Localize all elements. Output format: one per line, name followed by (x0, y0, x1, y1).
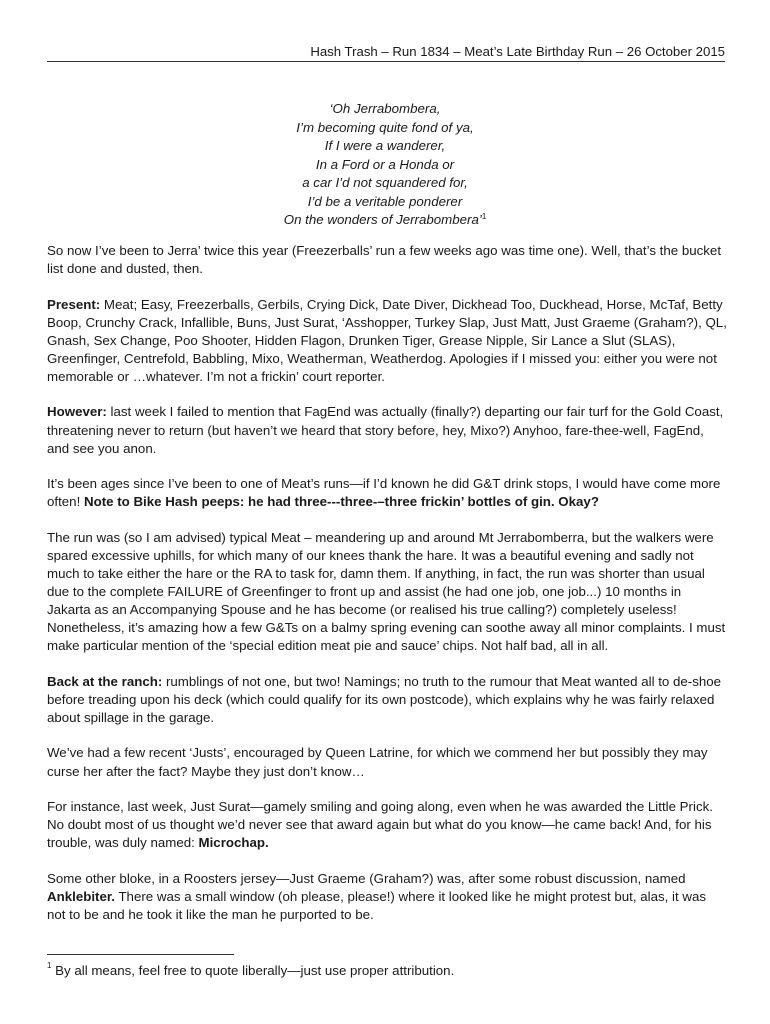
present-label: Present: (47, 296, 101, 312)
ranch-label: Back at the ranch: (47, 673, 163, 689)
poem (0, 100, 770, 230)
poem-line: ‘Oh Jerrabombera, (329, 101, 441, 116)
bloke-hash-name: Anklebiter. (47, 888, 115, 904)
ages-paragraph (47, 475, 727, 511)
poem-line: a car I’d not squandered for, (302, 175, 468, 190)
bloke-text: Some other bloke, in a Roosters jersey—Just Graeme (Graham?) was, after some robust discussion, named (47, 870, 686, 886)
poem-line: In a Ford or a Honda or (315, 156, 455, 172)
however-paragraph (47, 403, 727, 457)
bloke-paragraph (47, 870, 727, 924)
poem-line-last (0, 211, 770, 230)
footnote (47, 963, 454, 978)
body-text (47, 242, 727, 941)
justs-paragraph: We’ve had a few recent ‘Justs’, encouraged by Queen Latrine, for which we commend her but possibly they may curse her after the fact? Maybe they just don’t know… (47, 745, 708, 779)
ages-text: It’s been ages since I’ve been to one of Meat’s runs—if I’d known he did G&T drink stops, I would have come more often! (47, 476, 721, 510)
surat-hash-name: Microchap. (198, 835, 269, 851)
bike-hash-note: Note to Bike Hash peeps: he had three---three-–three frickin’ bottles of gin. Okay? (83, 494, 599, 510)
footnote-divider (47, 954, 234, 955)
footnote-text: By all means, feel free to quote liberally—just use proper attribution. (51, 963, 455, 978)
surat-text: For instance, last week, Just Surat—gamely smiling and going along, even when he was awarded the Little Prick. No doubt most of us thought we’d never see that award again but what do you know—he came back! And, for his trouble, was duly named: (47, 798, 713, 851)
present-list: Meat; Easy, Freezerballs, Gerbils, Crying Dick, Date Diver, Dickhead Too, Duckhead, Horse, McTaf, Betty Boop, Crunchy Crack, Infallible, Buns, Just Surat, ‘Asshopper, Turkey Slap, Just Matt, Just Graeme (Graham?), QL, Gnash, Sex Change, Poo Shooter, Hidden Flagon, Drunken Tiger, Grease Nipple, Sir Lance a Slut (SLAS), Greenfinger, Centrefold, Babbling, Mixo, Weatherman, Weatherdog. Apologies if I missed you: either you were not memorable or …whatever. I’m not a frickin’ court reporter. (47, 296, 727, 384)
footnote-reference[interactable]: 1 (481, 212, 487, 221)
however-label: However: (47, 404, 107, 420)
however-text: last week I failed to mention that FagEnd was actually (finally?) departing our fair turf for the Gold Coast, threatening never to return (but haven’t we heard that story before, hey, Mixo?) Anyhoo, fare-thee-well, FagEnd, and see you anon. (47, 404, 724, 456)
footnote-number: 1 (47, 961, 52, 970)
poem-line: If I were a wanderer, (324, 138, 446, 153)
page-header: Hash Trash – Run 1834 – Meat’s Late Birthday Run – 26 October 2015 (47, 44, 725, 62)
intro-paragraph: So now I’ve been to Jerra’ twice this year (Freezerballs’ run a few weeks ago was time one). Well, that’s the bucket list done and dusted, then. (47, 243, 722, 277)
present-paragraph (47, 296, 727, 386)
run-paragraph: The run was (so I am advised) typical Meat – meandering up and around Mt Jerrabomberra, but the walkers were spared excessive uphills, for which many of our knees thank the hare. It was a beautiful evening and sadly not much to take either the hare or the RA to task for, damn them. If anything, in fact, the run was shorter than usual due to the complete FAILURE of Greenfinger to front up and assist (he had one job, one job...) 10 months in Jakarta as an Accompanying Spouse and he has become (or realised his true calling?) completely useless! Nonetheless, it’s amazing how a few G&Ts on a balmy spring evening can soothe away all minor complaints. I must make particular mention of the ‘special edition meat pie and sauce’ chips. Not half bad, all in all. (47, 529, 726, 654)
poem-line: I’m becoming quite fond of ya, (296, 119, 474, 135)
ranch-paragraph (47, 673, 727, 727)
poem-line: On the wonders of Jerrabombera’ (283, 212, 482, 227)
ranch-text: rumblings of not one, but two! Namings; no truth to the rumour that Meat wanted all to de-shoe before treading upon his deck (which could qualify for its own postcode), which explains why he was fairly relaxed about spillage in the garage. (47, 673, 722, 725)
bloke-text-end: There was a small window (oh please, please!) where it looked like he might protest but, alas, it was not to be and he took it like the man he purported to be. (47, 888, 707, 922)
poem-line: I’d be a veritable ponderer (307, 193, 463, 209)
surat-paragraph (47, 798, 727, 852)
